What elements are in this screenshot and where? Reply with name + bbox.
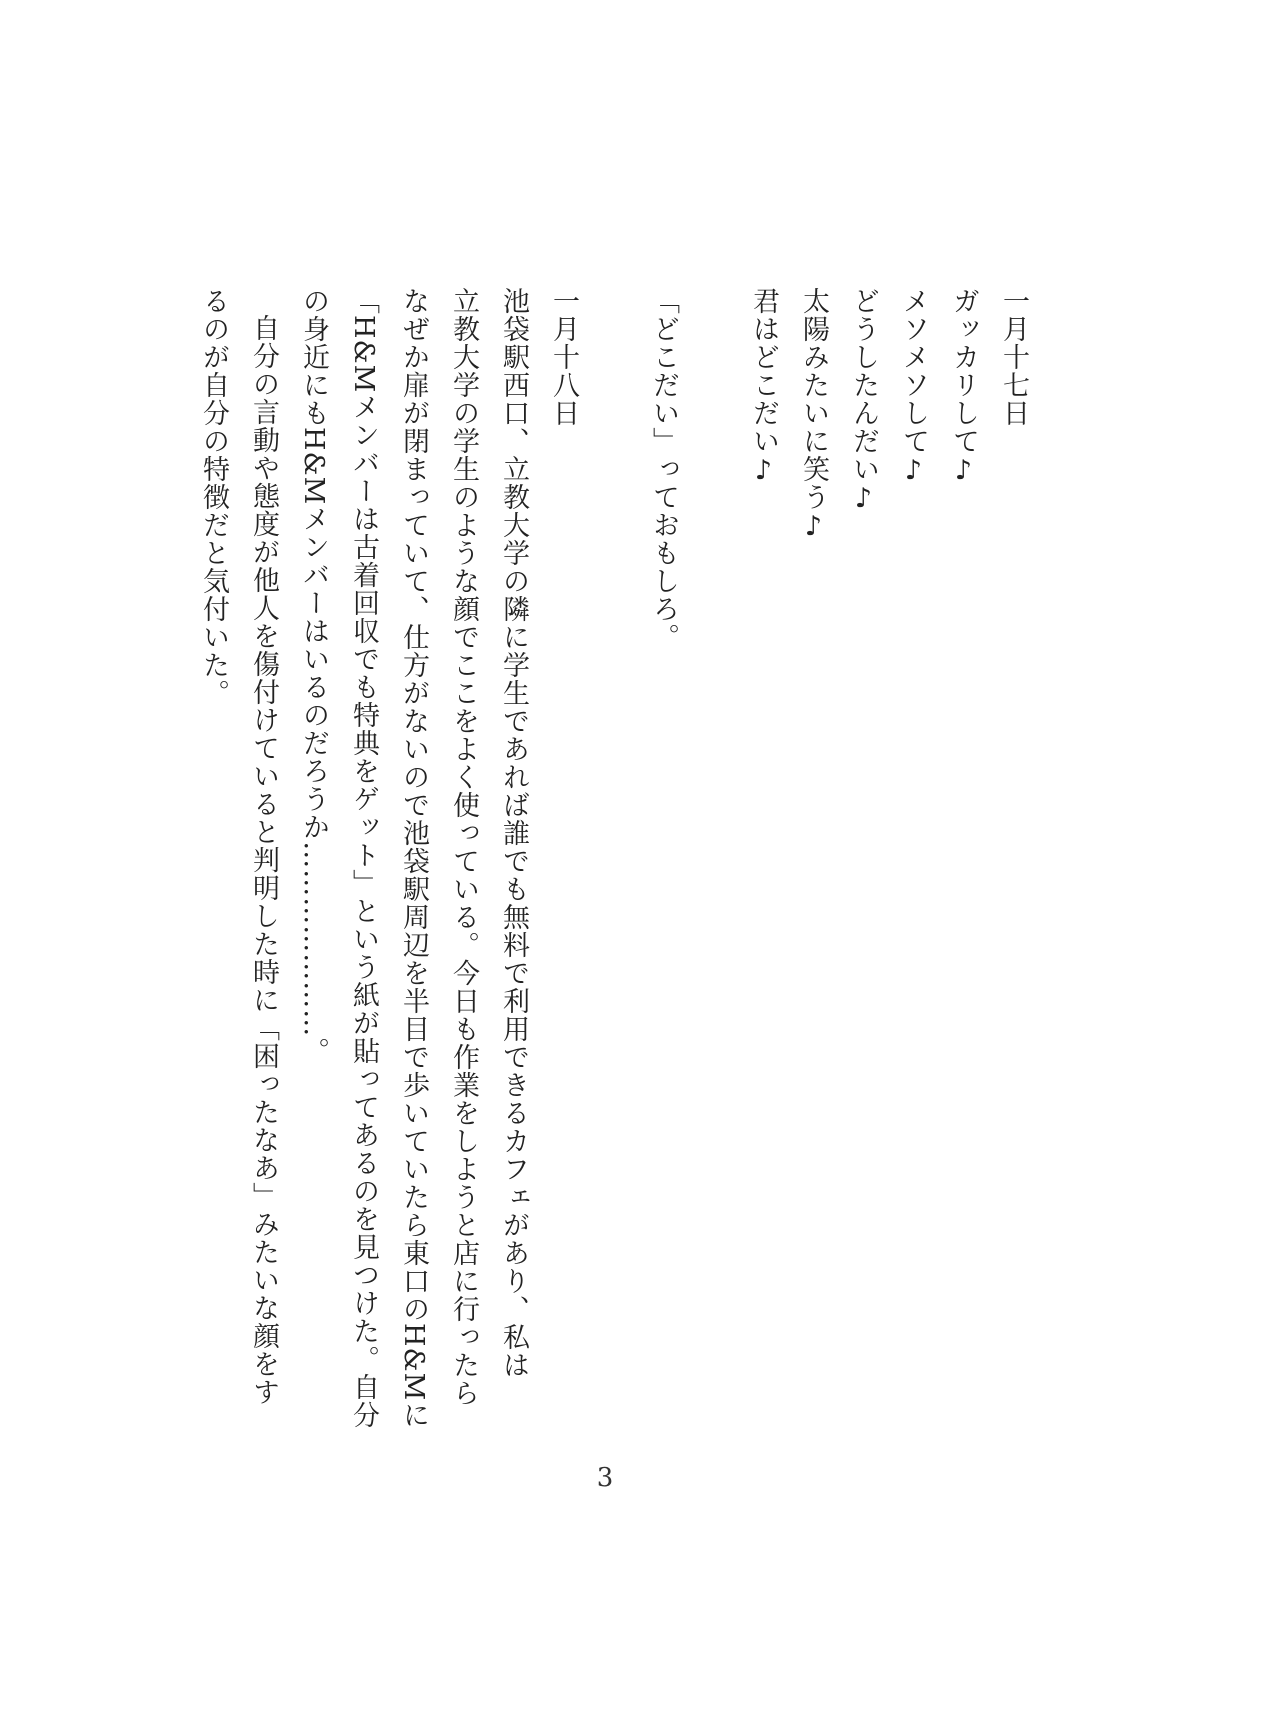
paragraph-line: 池袋駅西口、立教大学の隣に学生であれば誰でも無料で利用できるカフェがあり、私は (498, 287, 529, 1379)
entry-date: 一月十八日 (548, 287, 579, 427)
paragraph-line: 立教大学の学生のような顔でここをよく使っている。今日も作業をしようと店に行ったら (448, 287, 479, 1407)
paragraph-line: るのが自分の特徴だと気付いた。 (198, 287, 229, 707)
song-line: 太陽みたいに笑う♪ (798, 287, 829, 543)
song-line: どうしたんだい♪ (848, 287, 879, 515)
entry-comment: 「どこだい」っておもしろ。 (648, 287, 679, 651)
paragraph-line: の身近にもH&Mメンバーはいるのだろうか…………………。 (298, 287, 329, 1066)
page-number: 3 (596, 1463, 614, 1493)
entry-date: 一月十七日 (998, 287, 1029, 427)
paragraph-line: なぜか扉が閉まっていて、仕方がないので池袋駅周辺を半目で歩いていたら東口のH&Mに (398, 287, 429, 1430)
song-line: ガッカリして♪ (948, 287, 979, 487)
song-line: メソメソして♪ (898, 287, 929, 487)
song-line: 君はどこだい♪ (748, 287, 779, 487)
paragraph-line: 「H&Mメンバーは古着回収でも特典をゲット」という紙が貼ってあるのを見つけた。自分 (348, 287, 379, 1430)
paragraph-line: 自分の言動や態度が他人を傷付けていると判明した時に「困ったなあ」みたいな顔をす (248, 314, 279, 1406)
